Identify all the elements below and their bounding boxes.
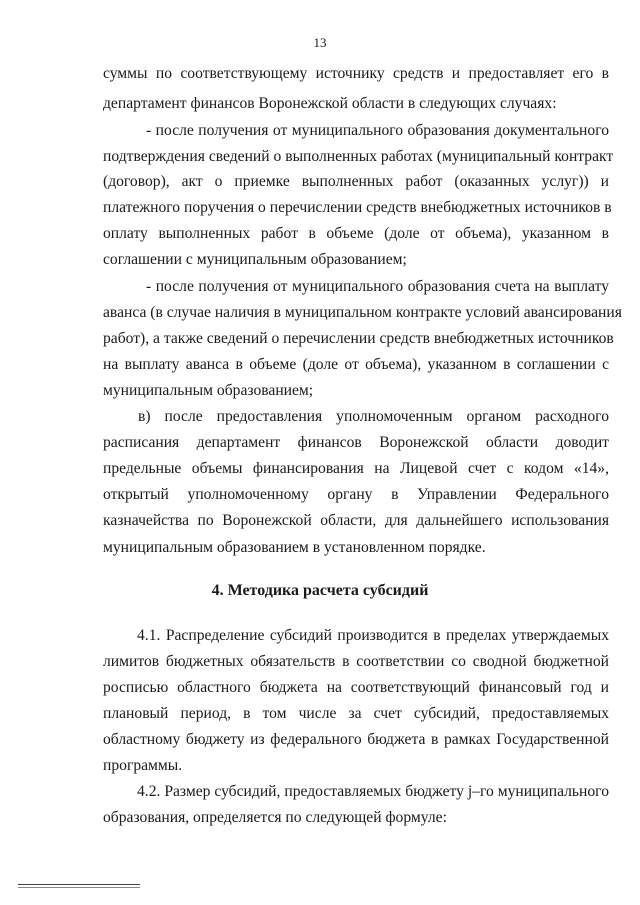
text-line: работ), а также сведений о перечислении средств внебюджетных источников — [103, 330, 614, 347]
footer-rule — [18, 887, 140, 888]
footer-rule — [18, 884, 140, 885]
text-line: муниципальным образованием в установленном порядке. — [103, 539, 486, 556]
text-line: платежного поручения о перечислении средств внебюджетных источников в — [103, 199, 612, 216]
text-line: департамент финансов Воронежской области в следующих случаях: — [103, 95, 557, 112]
text-line: расписания департамент финансов Воронежской области доводит — [103, 434, 609, 451]
text-line: аванса (в случае наличия в муниципальном контракте условий авансирования — [103, 304, 622, 321]
text-line: 4.1. Распределение субсидий производится в пределах утверждаемых — [137, 627, 609, 644]
text-line: лимитов бюджетных обязательств в соответствии со сводной бюджетной — [103, 653, 609, 670]
text-line: подтверждения сведений о выполненных работах (муниципальный контракт — [103, 148, 614, 165]
page-number: 13 — [313, 35, 327, 50]
text-line: областному бюджету из федерального бюджета в рамках Государственной — [103, 731, 609, 748]
text-line: 4.2. Размер субсидий, предоставляемых бюджету j–го муниципального — [137, 783, 609, 800]
text-line: в) после предоставления уполномоченным органом расходного — [138, 408, 609, 425]
text-line: оплату выполненных работ в объеме (доле от объема), указанном в — [103, 225, 609, 242]
text-line: плановый период, в том числе за счет субсидий, предоставляемых — [103, 705, 609, 722]
text-line: суммы по соответствующему источнику средств и предоставляет его в — [103, 65, 609, 82]
text-line: росписью областного бюджета на соответствующий финансовый год и — [103, 679, 609, 696]
text-line: предельные объемы финансирования на Лицевой счет с кодом «14», — [103, 460, 609, 477]
text-line: соглашении с муниципальным образованием; — [103, 251, 407, 268]
text-line: казначейства по Воронежской области, для дальнейшего использования — [103, 512, 609, 529]
text-line: муниципальным образованием; — [103, 382, 314, 399]
text-line: (договор), акт о приемке выполненных работ (оказанных услуг)) и — [103, 173, 609, 190]
text-line: программы. — [103, 757, 183, 774]
text-line: - после получения от муниципального образования документального — [146, 122, 609, 139]
text-line: открытый уполномоченному органу в Управлении Федерального — [103, 486, 609, 503]
text-line: образования, определяется по следующей формуле: — [103, 809, 447, 826]
text-line: на выплату аванса в объеме (доле от объема), указанном в соглашении с — [103, 356, 609, 373]
section-heading: 4. Методика расчета субсидий — [211, 582, 429, 599]
text-line: - после получения от муниципального образования счета на выплату — [146, 278, 609, 295]
